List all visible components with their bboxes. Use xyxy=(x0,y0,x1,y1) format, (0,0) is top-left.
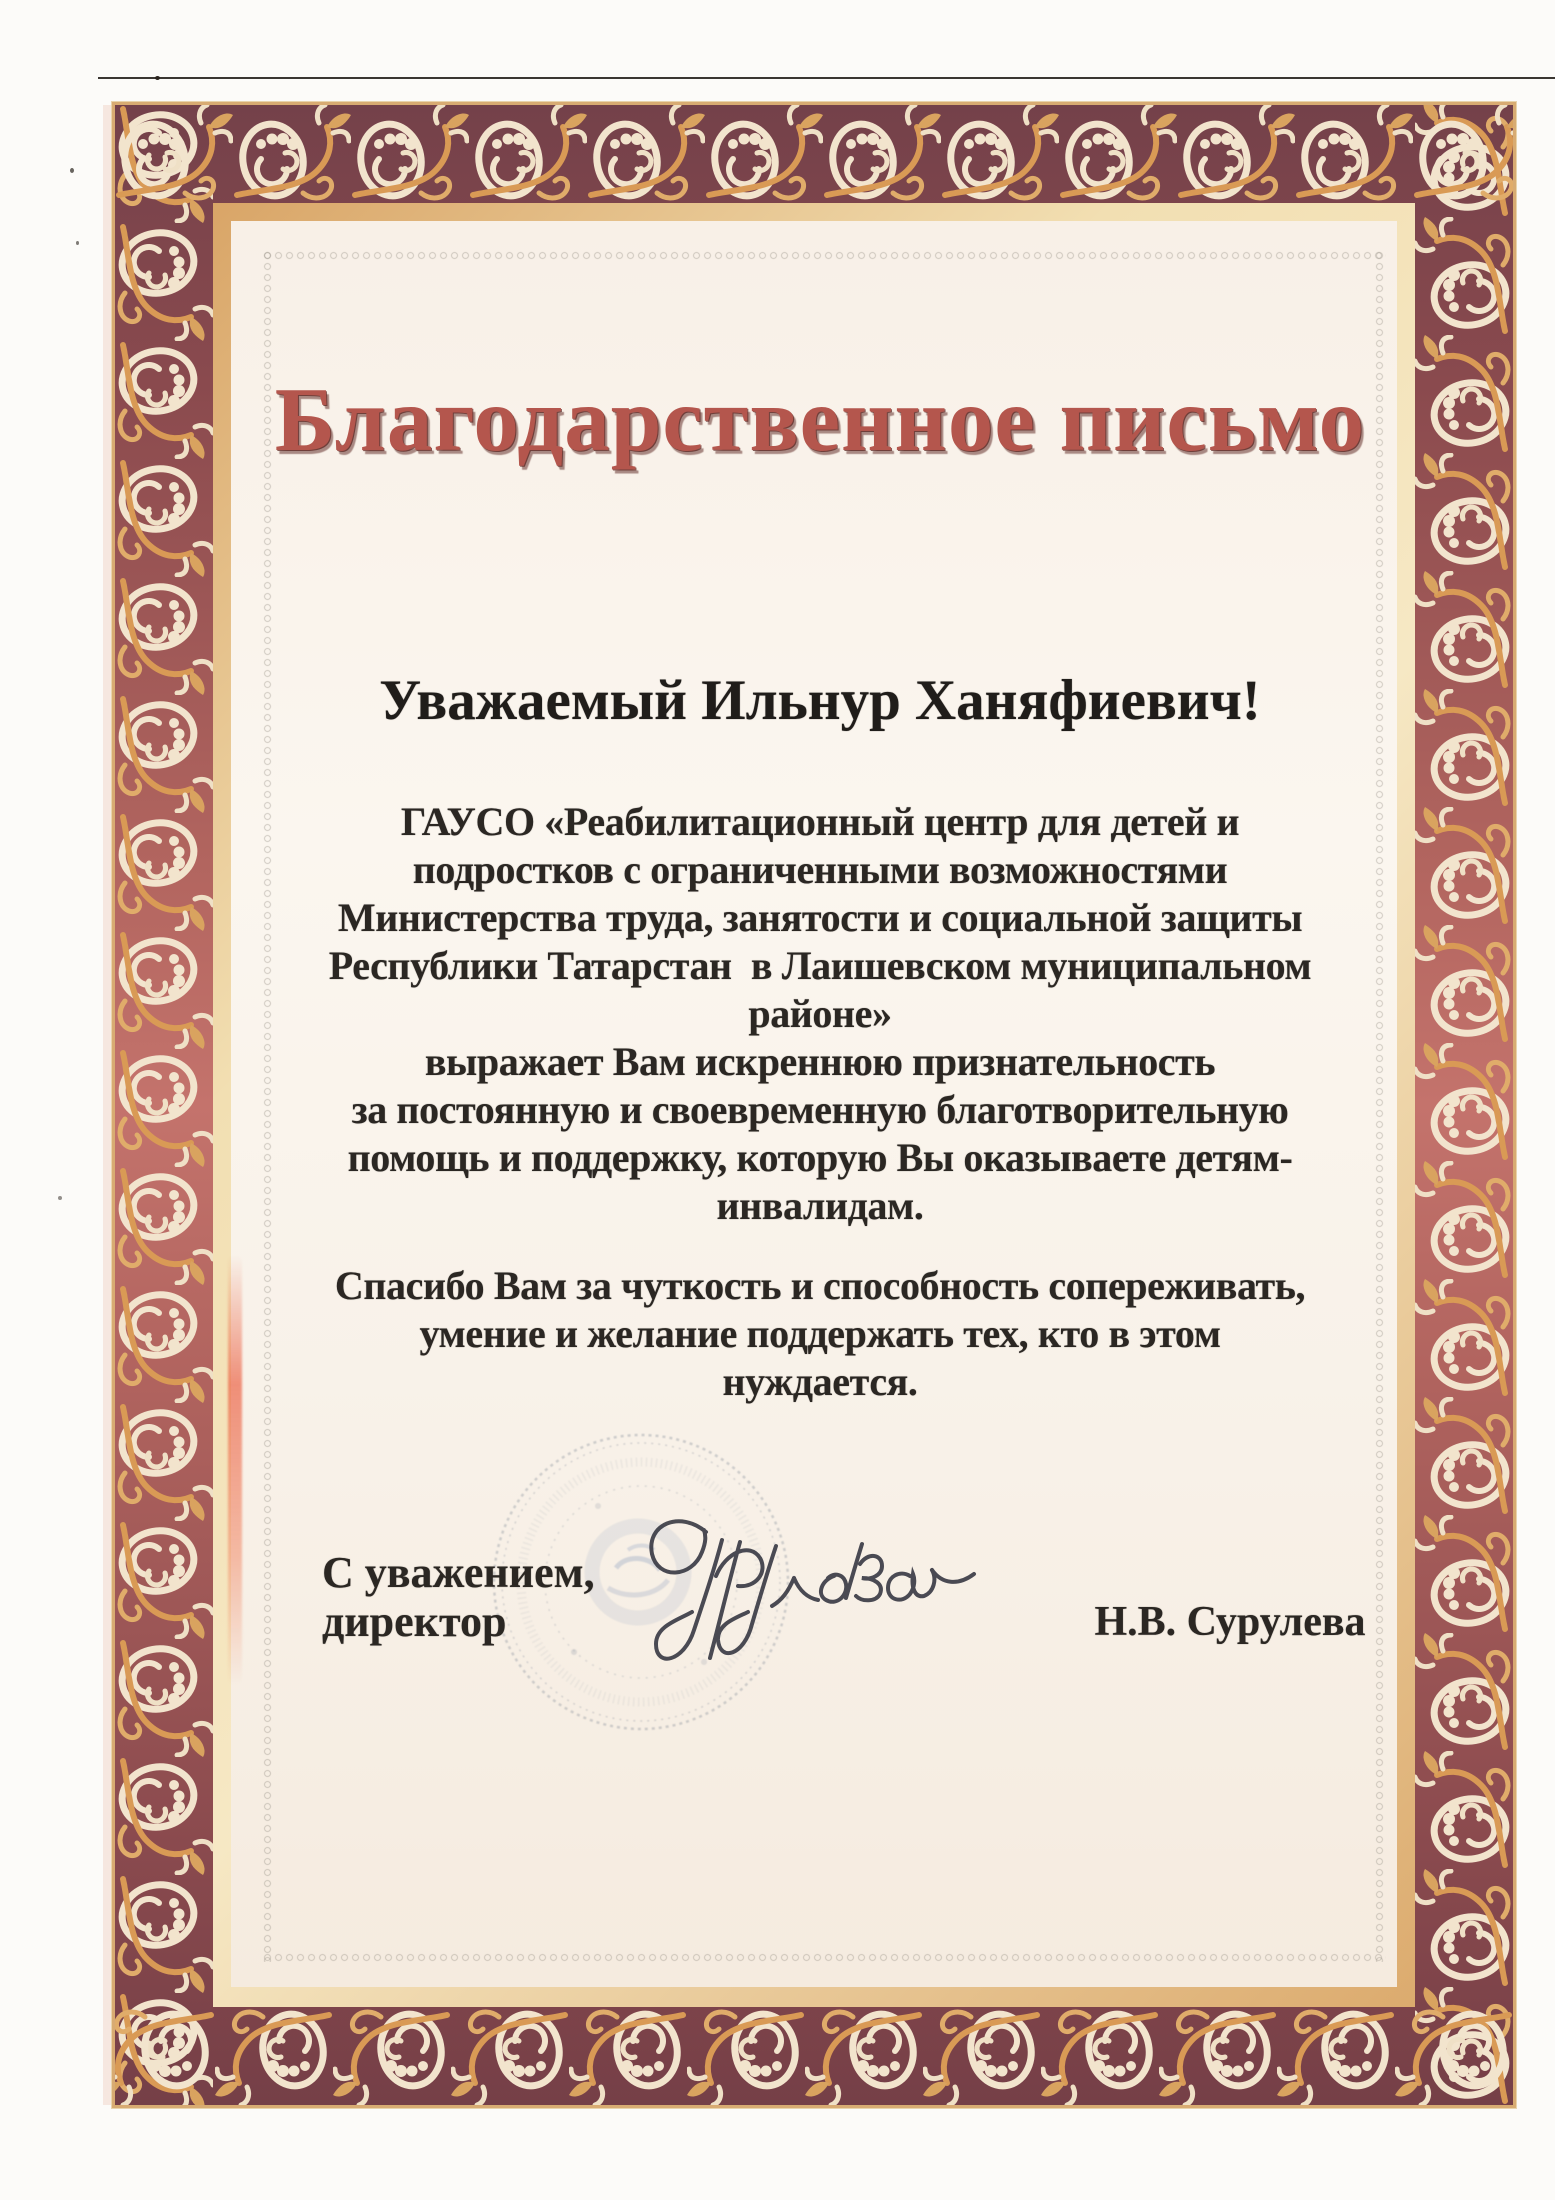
letter-line: инвалидам. xyxy=(716,1183,924,1228)
inner-chain-border-bottom xyxy=(262,1952,1386,1964)
paragraph-2 xyxy=(252,1262,1388,1406)
scan-line-artifact xyxy=(98,77,1555,79)
handwritten-signature xyxy=(610,1478,1070,1738)
salutation: Уважаемый Ильнур Ханяфиевич! xyxy=(379,669,1261,732)
border-ornament-left xyxy=(115,105,213,2105)
letter-title: Благодарственное письмо xyxy=(274,369,1366,470)
inner-chain-border-top xyxy=(262,250,1386,262)
letter-line: умение и желание поддержать тех, кто в этом xyxy=(419,1311,1221,1356)
signatory-name: Н.В. Сурулева xyxy=(1094,1599,1366,1645)
paragraph-1 xyxy=(252,798,1388,1230)
scan-red-streak xyxy=(228,1255,242,1685)
scan-speck xyxy=(76,241,79,245)
letter-line: выражает Вам искреннюю признательность xyxy=(424,1039,1216,1084)
letter-line: Республики Татарстан в Лаишевском муниципальном xyxy=(328,943,1312,988)
closing-line-1: С уважением, xyxy=(322,1548,595,1597)
letter-line: Министерства труда, занятости и социальной защиты xyxy=(337,895,1303,940)
closing-block xyxy=(322,1548,595,1646)
letter-line: помощь и поддержку, которую Вы оказываете детям- xyxy=(347,1135,1293,1180)
border-ornament-top xyxy=(115,105,1513,203)
letter-line: Спасибо Вам за чуткость и способность сопереживать, xyxy=(334,1263,1306,1308)
letter-line: районе» xyxy=(748,991,892,1036)
letter-line: нуждается. xyxy=(722,1359,918,1404)
border-ornament-right xyxy=(1415,105,1513,2105)
scan-speck xyxy=(58,1196,62,1200)
border-ornament-bottom xyxy=(115,2007,1513,2105)
letter-line: ГАУСО «Реабилитационный центр для детей и xyxy=(400,799,1240,844)
letter-line: за постоянную и своевременную благотворительную xyxy=(351,1087,1289,1132)
closing-line-2: директор xyxy=(322,1597,507,1646)
letter-line: подростков с ограниченными возможностями xyxy=(412,847,1228,892)
scan-speck xyxy=(70,168,74,173)
scan-speck xyxy=(155,76,160,80)
